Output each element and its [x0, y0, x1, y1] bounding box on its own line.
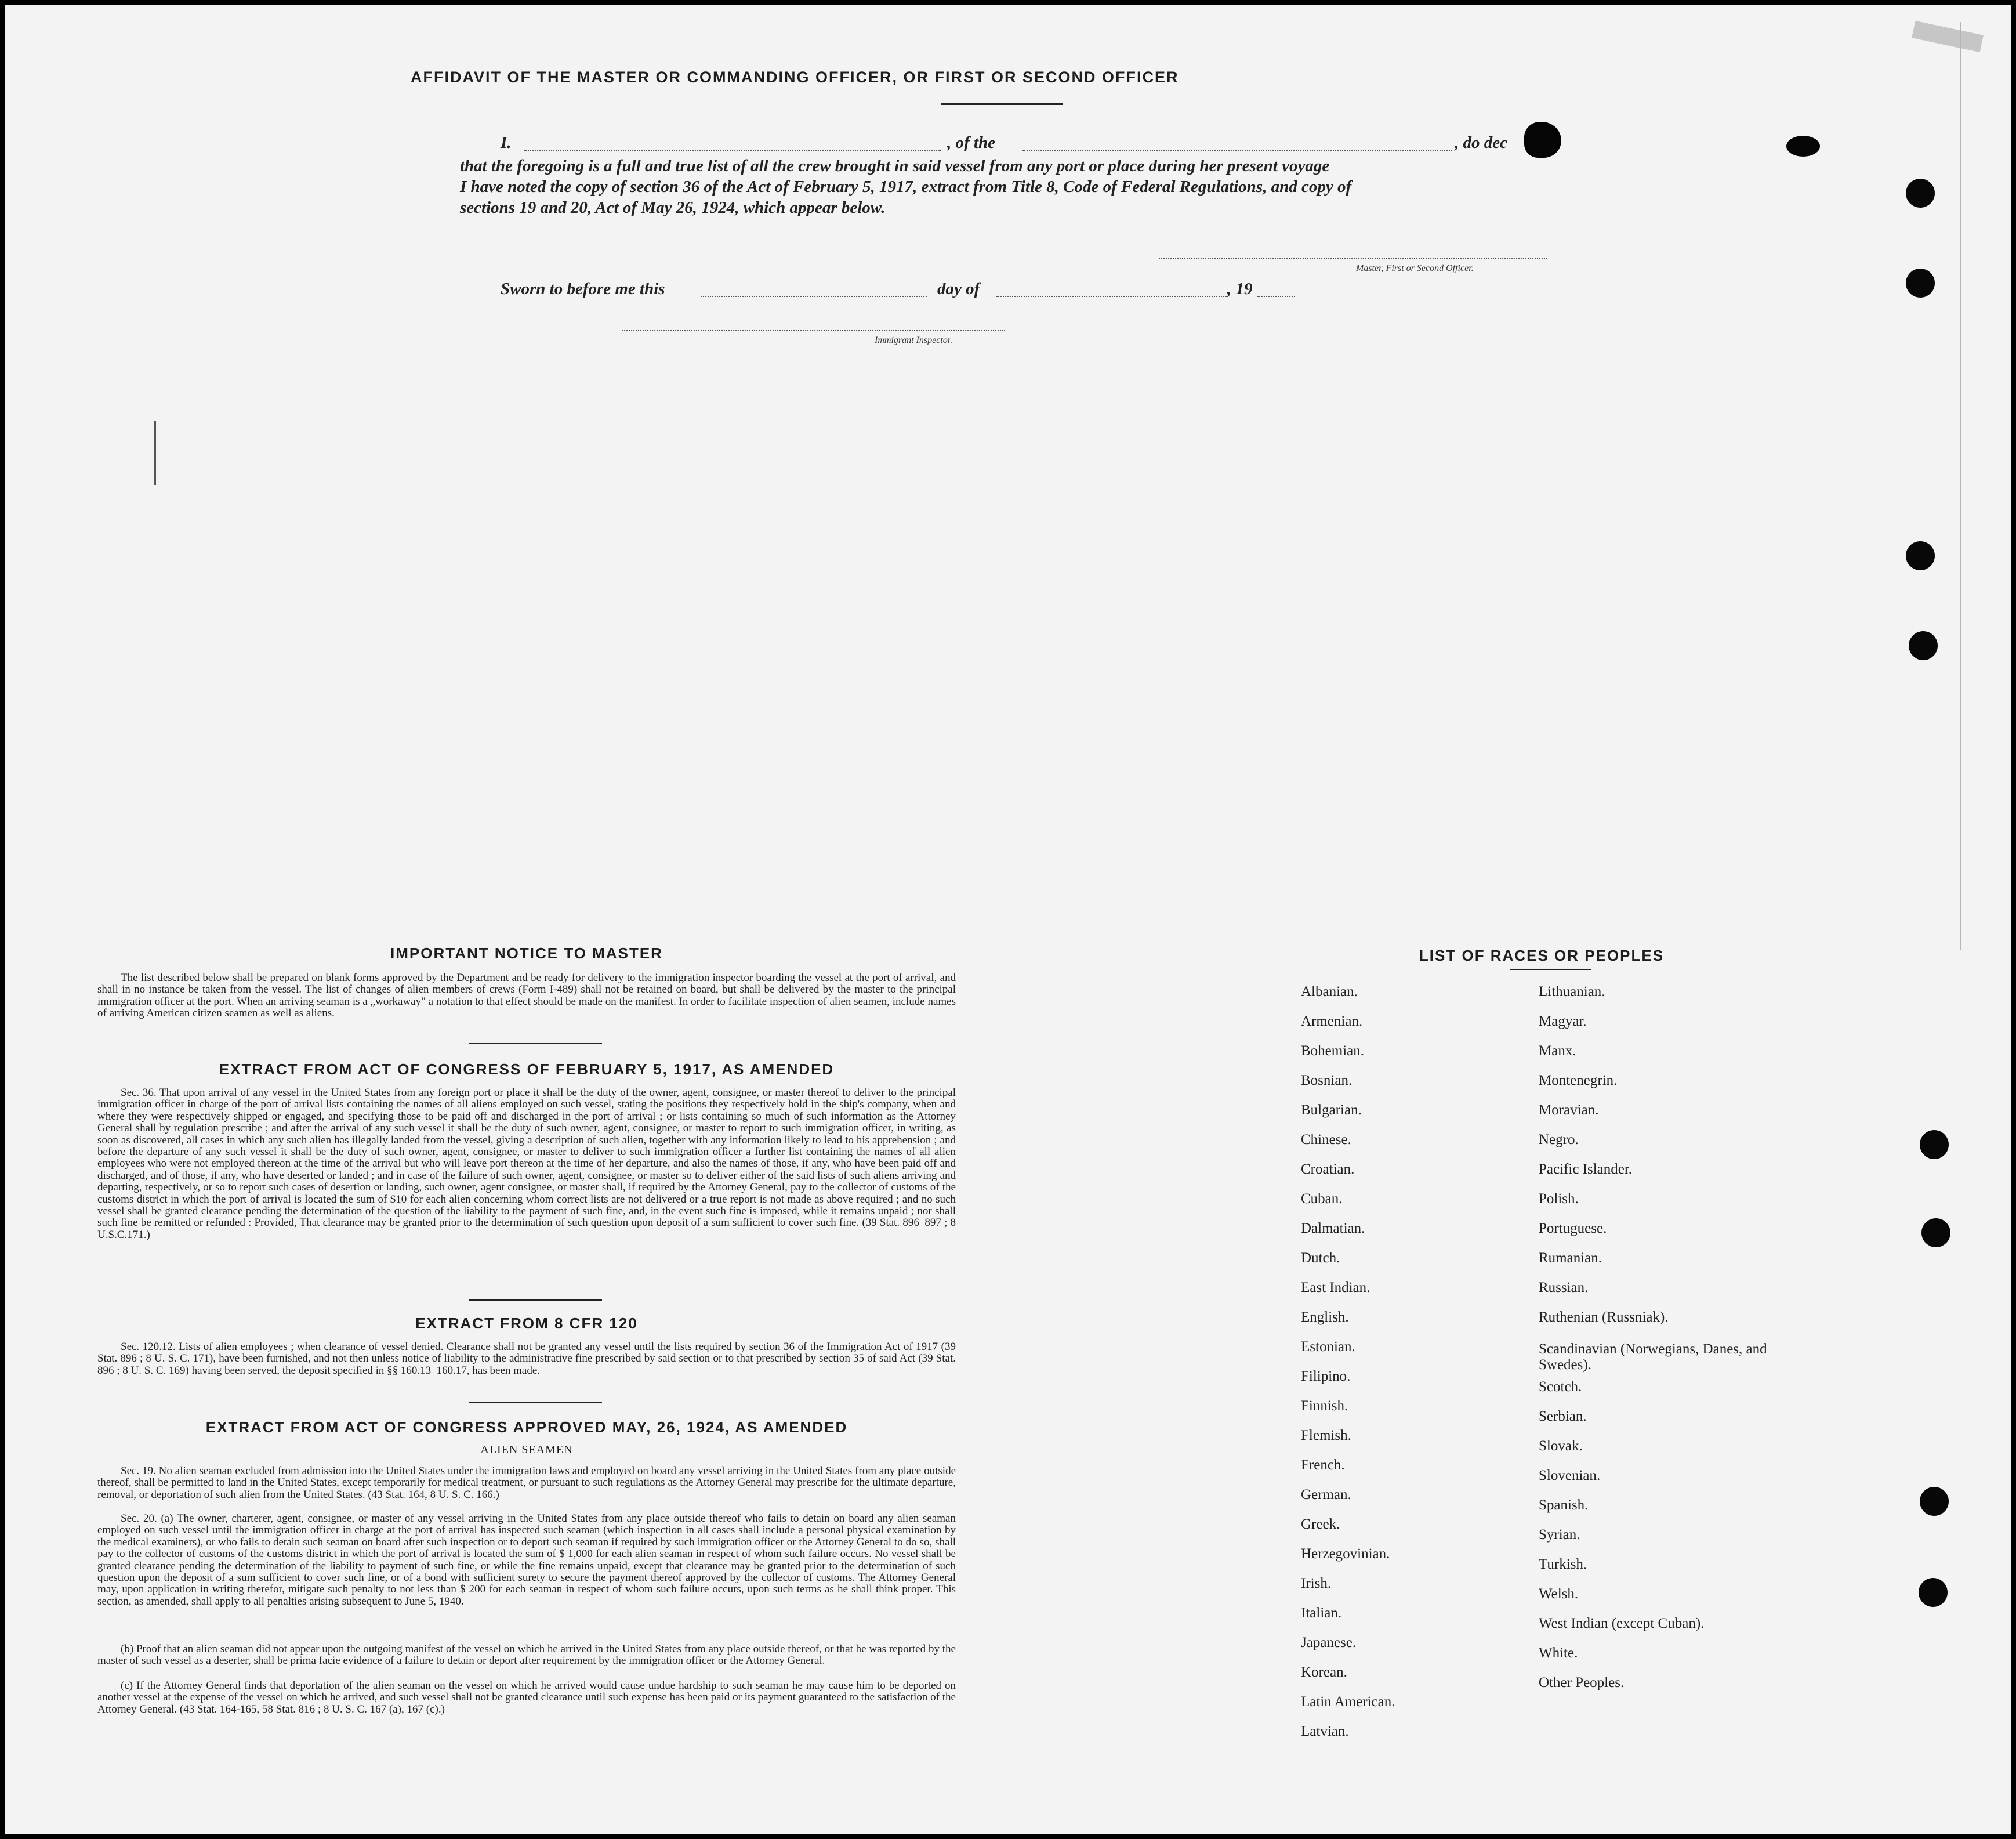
- race-item: East Indian.: [1301, 1280, 1370, 1295]
- master-signature-caption: Master, First or Second Officer.: [1356, 263, 1474, 273]
- race-item: Italian.: [1301, 1605, 1342, 1621]
- punch-hole: [1920, 1487, 1949, 1516]
- section-rule-1: [469, 1043, 602, 1044]
- section-rule-3: [469, 1402, 602, 1403]
- punch-hole: [1906, 179, 1935, 208]
- affidavit-line-2: that the foregoing is a full and true list of all the crew brought in said vessel from any port or place during her present voyage: [460, 157, 1330, 175]
- race-item: Flemish.: [1301, 1428, 1351, 1443]
- race-item: Dalmatian.: [1301, 1221, 1365, 1236]
- scan-smudge: [1912, 21, 1984, 52]
- race-item: Estonian.: [1301, 1339, 1355, 1355]
- race-item: Filipino.: [1301, 1369, 1351, 1384]
- race-item: Ruthenian (Russniak).: [1539, 1309, 1669, 1325]
- race-item: Magyar.: [1539, 1013, 1587, 1029]
- race-item: White.: [1539, 1645, 1578, 1661]
- race-item: Bulgarian.: [1301, 1102, 1362, 1118]
- punch-hole: [1920, 1130, 1949, 1159]
- extract-1917-text: Sec. 36. That upon arrival of any vessel in the United States from any foreign port or place it shall be the duty of the owner, agent, consignee, or master thereof to deliver to the principal immigration officer in charge of the port of arrival lists containing the names of all aliens employed on such vessel, stating the positions they respectively hold in the ship's company, when and where they were respectively shipped or engaged, and specifying those to be paid off and discharged in the port of arrival ; or lists containing so much of such information as the Attorney General shall by regulation prescribe ; and after the arrival of any such vessel it shall be the duty of such owner, agent, consignee, or master to report to such immigration officer, in writing, as soon as discovered, all cases in which any such alien has illegally landed from the vessel, giving a description of such alien, together with any information likely to lead to his apprehension ; and before the departure of any such vessel it shall be the duty of such owner, agent, consignee, or master to deliver to such immigration officer a further list containing the names of all alien employees who were not employed thereon at the time of the arrival but who will leave port thereon at the time of her departure, and also the names of those, if any, who have been paid off and discharged, and of those, if any, who have deserted or landed ; and in case of the failure of such owner, agent, consignee, or master so to deliver either of the said lists of such aliens arriving and departing, respectively, or so to report such cases of desertion or landing, such owner, agent consignee, or master shall, if required by the Attorney General, pay to the collector of customs of the customs district in which the port of arrival is located the sum of $10 for each alien concerning whom correct lists are not delivered or a true report is not made as above required ; and no such vessel shall be granted clearance pending the determination of the question of the liability to the payment of such fine, and, in the event such fine is imposed, while it remains unpaid ; nor shall such fine be remitted or refunded : Provided, That clearance may be granted prior to the determination of such question upon deposit of a sum sufficient to cover such fine. (39 Stat. 896–897 ; 8 U.S.C.171.): [97, 1087, 956, 1241]
- race-item: Serbian.: [1539, 1409, 1587, 1424]
- race-item: Bohemian.: [1301, 1043, 1365, 1059]
- races-title-rule: [1510, 969, 1591, 970]
- inspector-caption: Immigrant Inspector.: [875, 335, 953, 345]
- sworn-year-prefix: , 19: [1227, 280, 1253, 298]
- race-item: Korean.: [1301, 1664, 1347, 1680]
- master-signature-field[interactable]: [1159, 258, 1547, 259]
- race-item: Finnish.: [1301, 1398, 1348, 1414]
- affidavit-line-declare: , do dec: [1455, 133, 1507, 152]
- ink-blot: [1786, 136, 1820, 157]
- race-item: Latvian.: [1301, 1724, 1349, 1739]
- race-item: Pacific Islander.: [1539, 1161, 1633, 1177]
- race-item: Manx.: [1539, 1043, 1576, 1059]
- punch-hole: [1906, 541, 1935, 570]
- race-item: Albanian.: [1301, 984, 1358, 1000]
- race-item: Dutch.: [1301, 1250, 1340, 1266]
- extract-1917-title: EXTRACT FROM ACT OF CONGRESS OF FEBRUARY 5, 1917, AS AMENDED: [219, 1060, 835, 1078]
- race-item: Scandinavian (Norwegians, Danes, and Swedes).: [1539, 1341, 1767, 1373]
- extract-1924-sec19: Sec. 19. No alien seaman excluded from admission into the United States under the immigration laws and employed on board any vessel arriving in the United States from any place outside thereof, shall be permitted to land in the United States, except temporarily for medical treatment, or pursuant to such regulations as the Attorney General may prescribe for the ultimate departure, removal, or deportation of such alien from the United States. (43 Stat. 164, 8 U. S. C. 166.): [97, 1465, 956, 1501]
- race-item: Polish.: [1539, 1191, 1579, 1207]
- races-title: LIST OF RACES OR PEOPLES: [1419, 947, 1665, 964]
- race-item: Montenegrin.: [1539, 1073, 1618, 1088]
- race-item: English.: [1301, 1309, 1349, 1325]
- ink-blot: [1524, 122, 1561, 158]
- race-item: Spanish.: [1539, 1497, 1589, 1513]
- race-item: Rumanian.: [1539, 1250, 1602, 1266]
- race-item: Portuguese.: [1539, 1221, 1607, 1236]
- extract-1924-sec20a: Sec. 20. (a) The owner, charterer, agent, consignee, or master of any vessel arriving in the United States from any place outside thereof who fails to detain on board any alien seaman employed on such vessel until the immigration officer in charge at the port of arrival has inspected such seaman (which inspection in all cases shall include a personal physical examination by the medical examiners), or who fails to detain such seaman on board after such inspection or to deport such seaman if required by such immigration officer or the Attorney General to do so, shall pay to the collector of customs of the customs district in which the port of arrival is located the sum of $ 1,000 for each alien seaman in respect of whom such failure occurs. No vessel shall be granted clearance pending the determination of the liability to payment of such fine, or while the fine remains unpaid, except that clearance may be granted prior to the determination of such question upon the deposit of a sum sufficient to cover such fine, or of a bond with sufficient surety to secure the payment thereof approved by the collector of customs. The Attorney General may, upon application in writing therefor, mitigate such penalty to not less than $ 200 for each seaman in respect of whom such failure occurs, upon such terms as he shall think proper. This section, as amended, shall apply to all penalties arising subsequent to June 5, 1940.: [97, 1512, 956, 1608]
- race-item: Other Peoples.: [1539, 1675, 1625, 1690]
- race-item: Japanese.: [1301, 1635, 1357, 1650]
- sworn-prefix: Sworn to before me this: [501, 280, 665, 298]
- race-item: Slovak.: [1539, 1438, 1583, 1454]
- race-item: Bosnian.: [1301, 1073, 1353, 1088]
- race-item: Moravian.: [1539, 1102, 1599, 1118]
- race-item: Turkish.: [1539, 1556, 1587, 1572]
- edge-line: [1960, 22, 1961, 950]
- extract-cfr-title: EXTRACT FROM 8 CFR 120: [415, 1315, 638, 1332]
- punch-hole: [1909, 631, 1938, 660]
- race-item: Chinese.: [1301, 1132, 1351, 1147]
- affidavit-title-text: AFFIDAVIT OF THE MASTER OR COMMANDING OFFICER, OR FIRST OR SECOND OFFICER: [411, 68, 1179, 86]
- punch-hole: [1919, 1578, 1948, 1607]
- punch-hole: [1906, 269, 1935, 298]
- affidavit-line-4: sections 19 and 20, Act of May 26, 1924, which appear below.: [460, 198, 886, 217]
- race-item: Syrian.: [1539, 1527, 1580, 1543]
- race-item: Slovenian.: [1539, 1468, 1601, 1483]
- race-item: Welsh.: [1539, 1586, 1579, 1602]
- race-item: Cuban.: [1301, 1191, 1343, 1207]
- extract-1924-sec20c: (c) If the Attorney General finds that deportation of the alien seaman on the vessel on which he arrived would cause undue hardship to such seaman he may cause him to be deported on another vessel at the expense of the vessel on which he arrived, and such vessel shall not be granted clearance until such expense has been paid or its payment guaranteed to the satisfaction of the Attorney General. (43 Stat. 164-165, 58 Stat. 816 ; 8 U. S. C. 167 (a), 167 (c).): [97, 1679, 956, 1715]
- race-item: Negro.: [1539, 1132, 1579, 1147]
- race-item: German.: [1301, 1487, 1351, 1503]
- race-item: Croatian.: [1301, 1161, 1355, 1177]
- race-item: Russian.: [1539, 1280, 1589, 1295]
- sworn-day-of: day of: [937, 280, 980, 298]
- punch-hole: [1921, 1218, 1950, 1247]
- race-item: Lithuanian.: [1539, 984, 1605, 1000]
- vessel-name-field[interactable]: [1022, 150, 1452, 151]
- affidavit-line-i: I.: [501, 133, 512, 152]
- sworn-month-field[interactable]: [996, 296, 1228, 297]
- edge-tick: [154, 421, 156, 485]
- sworn-day-field[interactable]: [701, 296, 927, 297]
- affidavit-line-3: I have noted the copy of section 36 of the Act of February 5, 1917, extract from Title 8, Code of Federal Regulations, and copy of: [460, 178, 1352, 196]
- race-item: Greek.: [1301, 1516, 1340, 1532]
- section-rule-2: [469, 1299, 602, 1301]
- inspector-signature-field[interactable]: [622, 330, 1005, 331]
- declarant-name-field[interactable]: [524, 150, 941, 151]
- race-item: Herzegovinian.: [1301, 1546, 1390, 1562]
- race-item: Scotch.: [1539, 1379, 1582, 1395]
- race-item: Irish.: [1301, 1576, 1332, 1591]
- affidavit-line-of-the: , of the: [947, 133, 995, 152]
- race-item: West Indian (except Cuban).: [1539, 1616, 1705, 1631]
- extract-1924-sec20b: (b) Proof that an alien seaman did not appear upon the outgoing manifest of the vessel on which he arrived in the United States from any place outside thereof, or that he was reported by the master of such vessel as a deserter, shall be prima facie evidence of a failure to detain or deport after requirement by the immigration officer or the Attorney General.: [97, 1643, 956, 1667]
- extract-1924-subtitle: ALIEN SEAMEN: [480, 1443, 573, 1456]
- affidavit-title-rule: [941, 103, 1063, 105]
- race-item: Latin American.: [1301, 1694, 1395, 1710]
- race-item: Armenian.: [1301, 1013, 1363, 1029]
- notice-text: The list described below shall be prepared on blank forms approved by the Department and be ready for delivery to the immigration inspector boarding the vessel at the port of arrival, and shall in no instance be taken from the vessel. The list of changes of alien members of crews (Form I-489) shall not be retained on board, but shall be delivered by the master to the principal immigration officer at the port. When an arriving seaman is a „workaway" a notation to that effect should be made on the manifest. In order to facilitate inspection of alien seamen, include names of arriving American citizen seamen as well as aliens.: [97, 972, 956, 1020]
- extract-cfr-text: Sec. 120.12. Lists of alien employees ; when clearance of vessel denied. Clearance shall not be granted any vessel until the lists required by section 36 of the Immigration Act of 1917 (39 Stat. 896 ; 8 U. S. C. 171), have been furnished, and not then unless notice of liability to the administrative fine prescribed by said section or to that prescribed by section 35 of said Act (39 Stat. 896 ; 8 U. S. C. 169) having been served, the deposit specified in §§ 160.13–160.17, has been made.: [97, 1341, 956, 1377]
- sworn-year-field[interactable]: [1257, 296, 1295, 297]
- notice-title: IMPORTANT NOTICE TO MASTER: [390, 944, 663, 962]
- form-sheet: [5, 5, 2011, 1834]
- extract-1924-title: EXTRACT FROM ACT OF CONGRESS APPROVED MAY, 26, 1924, AS AMENDED: [205, 1418, 848, 1436]
- race-item: French.: [1301, 1457, 1345, 1473]
